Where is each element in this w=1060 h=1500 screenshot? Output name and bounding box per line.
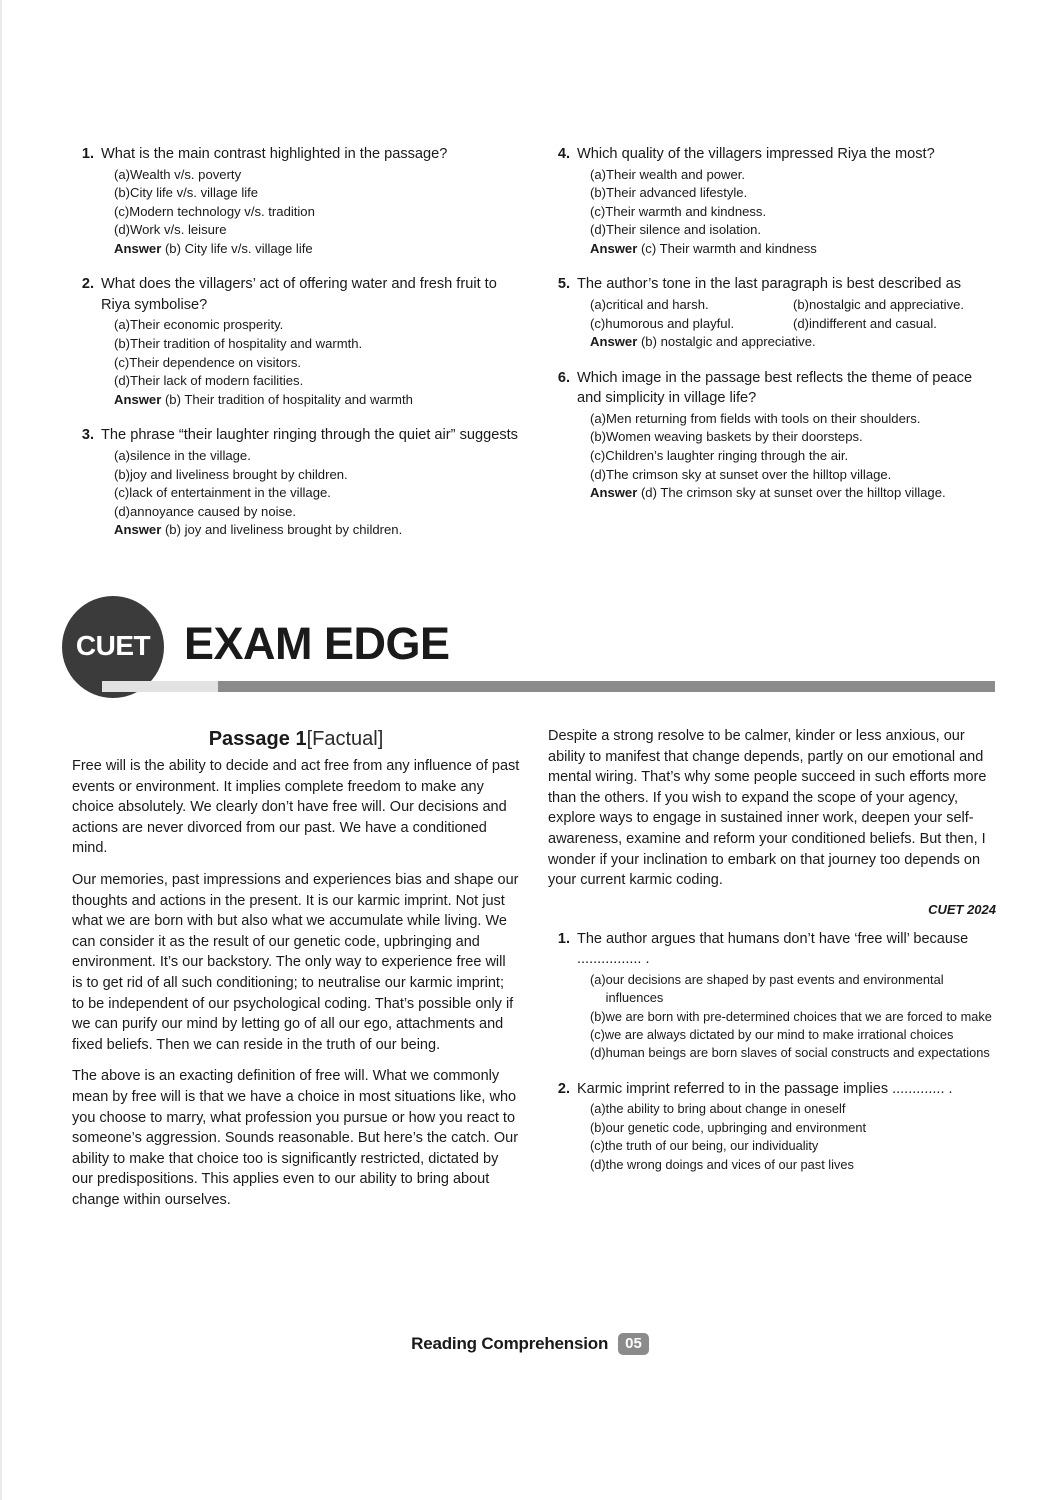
option-item[interactable]: [590, 1100, 996, 1118]
option-label: (a): [590, 1101, 606, 1117]
option-text: Their tradition of hospitality and warmth.: [130, 336, 363, 352]
question-text: What does the villagers’ act of offering water and fresh fruit to Riya symbolise?: [101, 276, 497, 313]
question-body: [577, 144, 996, 258]
question-text: The phrase “their laughter ringing through the quiet air” suggests: [101, 427, 518, 444]
answer-line: [101, 240, 520, 259]
question-text: What is the main contrast highlighted in the passage?: [101, 146, 448, 162]
answer-line: [577, 333, 996, 352]
option-label: (a): [114, 317, 131, 333]
banner-title: EXAM EDGE: [184, 618, 450, 669]
option-list: [577, 971, 996, 1063]
option-item[interactable]: [590, 428, 996, 447]
option-label: (a): [114, 166, 131, 182]
option-text: the truth of our being, our individuality: [604, 1138, 819, 1154]
option-text: silence in the village.: [130, 447, 251, 463]
option-text: the wrong doings and vices of our past lives: [605, 1156, 854, 1172]
option-text: Wealth v/s. poverty: [130, 166, 242, 182]
question-number: 1.: [557, 930, 570, 947]
footer-page-number-badge: 05: [618, 1333, 649, 1355]
cuet-logo-text: CUET: [75, 630, 151, 661]
option-item[interactable]: [590, 184, 996, 203]
question-number: 3.: [81, 427, 94, 444]
passage-heading-title: Passage 1: [208, 728, 307, 750]
passage-right-body: [548, 726, 996, 891]
option-item[interactable]: [590, 1026, 996, 1044]
option-list: [577, 410, 996, 484]
exam-edge-banner: [0, 596, 1060, 706]
option-item[interactable]: [114, 372, 520, 391]
option-item[interactable]: [793, 296, 996, 315]
answer-line: [577, 240, 996, 259]
option-item[interactable]: [590, 410, 996, 429]
option-item[interactable]: [114, 466, 520, 485]
option-text: our decisions are shaped by past events and environmental influences: [605, 971, 944, 1006]
top-questions-left-column: [72, 144, 520, 556]
option-label: (a): [590, 971, 606, 987]
option-text: City life v/s. village life: [130, 185, 259, 201]
option-label: (b): [114, 336, 131, 352]
option-item[interactable]: [590, 1044, 996, 1062]
option-label: (b): [590, 185, 607, 201]
passage-left-column: [72, 726, 520, 1221]
option-label: (d): [114, 222, 131, 238]
option-item[interactable]: [590, 1008, 996, 1026]
option-text: Modern technology v/s. tradition: [129, 203, 315, 219]
question-number: 5.: [557, 276, 570, 293]
option-item[interactable]: [590, 221, 996, 240]
passage-heading: [72, 726, 520, 752]
question-block: [72, 274, 520, 409]
option-text: Their dependence on visitors.: [129, 354, 302, 370]
question-text: Karmic imprint referred to in the passage implies ............. .: [577, 1080, 953, 1097]
option-item[interactable]: [590, 466, 996, 485]
option-label: (b): [114, 185, 131, 201]
question-body: [101, 425, 520, 539]
answer-text: (b) Their tradition of hospitality and warmth: [161, 391, 413, 407]
option-label: (a): [590, 296, 607, 312]
option-label: (a): [114, 447, 131, 463]
answer-line: [101, 521, 520, 540]
option-text: the ability to bring about change in oneself: [605, 1101, 846, 1117]
option-label: (c): [590, 315, 606, 331]
option-item[interactable]: [590, 971, 996, 1008]
option-item[interactable]: [590, 315, 793, 334]
question-text: The author’s tone in the last paragraph is best described as: [577, 276, 961, 293]
option-label: (b): [590, 1008, 606, 1024]
option-item[interactable]: [114, 184, 520, 203]
question-number: 6.: [557, 369, 570, 386]
option-item[interactable]: [114, 316, 520, 335]
option-item[interactable]: [114, 484, 520, 503]
option-label: (c): [114, 203, 130, 219]
option-item[interactable]: [114, 447, 520, 466]
passage-questions-list: [548, 929, 996, 1174]
question-body: [577, 368, 996, 503]
page-left-edge: [0, 0, 2, 1500]
option-text: lack of entertainment in the village.: [129, 485, 331, 501]
question-number: 4.: [557, 146, 570, 162]
option-item[interactable]: [114, 221, 520, 240]
option-text: Work v/s. leisure: [130, 222, 227, 238]
option-text: humorous and playful.: [605, 315, 735, 331]
question-text: Which quality of the villagers impressed Riya the most?: [577, 146, 935, 162]
question-number: 2.: [557, 1080, 570, 1097]
option-text: Their wealth and power.: [606, 166, 746, 182]
option-text: our genetic code, upbringing and environment: [605, 1119, 867, 1135]
option-item[interactable]: [114, 166, 520, 185]
answer-label: Answer: [114, 391, 162, 407]
question-body: [577, 274, 996, 351]
question-block: [72, 425, 520, 539]
option-text: The crimson sky at sunset over the hilltop village.: [606, 466, 892, 482]
answer-text: (b) joy and liveliness brought by children.: [161, 522, 403, 538]
answer-text: (c) Their warmth and kindness: [637, 240, 817, 256]
option-label: (d): [590, 222, 607, 238]
question-text: Which image in the passage best reflects the theme of peace and simplicity in village life?: [577, 369, 973, 407]
question-text: The author argues that humans don’t have ‘free will’ because ................ .: [577, 930, 969, 968]
option-label: (b): [590, 429, 607, 445]
option-item[interactable]: [590, 1119, 996, 1137]
option-label: (d): [114, 373, 131, 389]
option-text: Women weaving baskets by their doorsteps.: [606, 429, 863, 445]
option-label: (d): [590, 1156, 606, 1172]
option-list: [101, 316, 520, 390]
passage-paragraph: Our memories, past impressions and experiences bias and shape our thoughts and actions in the present. It is our karmic imprint. Not just what we are born with but also what we accumulate while living. We can consider it as the result of our genetic code, upbringing and environment. It’s our backstory. The only way to experience free will is to get rid of all such conditioning; to neutralise our karmic imprint; to be independent of our psychological coding. That’s possible only if we can purify our mind by letting go of all our ego, attachments and fixed beliefs. Then we can reside in the truth of our being.: [72, 871, 519, 1053]
option-label: (d): [114, 503, 131, 519]
question-body: [101, 144, 520, 258]
option-text: Their lack of modern facilities.: [130, 373, 304, 389]
option-text: Children’s laughter ringing through the air.: [605, 447, 849, 463]
passage-paragraph: Free will is the ability to decide and act free from any influence of past events or environment. It implies complete freedom to make any choice absolutely. We clearly don’t have free will. Our decisions and actions are never divorced from our past. We have a conditioned mind.: [72, 758, 520, 857]
option-item[interactable]: [114, 503, 520, 522]
option-text: Their economic prosperity.: [130, 317, 284, 333]
option-label: (b): [793, 296, 810, 312]
option-text: annoyance caused by noise.: [130, 503, 296, 519]
option-list: [101, 166, 520, 240]
option-item[interactable]: [590, 1156, 996, 1174]
top-questions-section: [72, 144, 996, 556]
option-label: (c): [590, 1138, 605, 1154]
option-label: (b): [590, 1119, 606, 1135]
option-text: we are always dictated by our mind to make irrational choices: [604, 1026, 954, 1042]
option-item[interactable]: [590, 296, 793, 315]
option-item[interactable]: [590, 1137, 996, 1155]
passage-paragraph: The above is an exacting definition of free will. What we commonly mean by free will is that we have a choice in most situations like, who you choose to marry, what profession you pursue or how you react to someone’s aggression. Sounds reasonable. But here’s the catch. Our ability to make that choice too is significantly restricted, dictated by our predispositions. This applies even to our ability to bring about change within ourselves.: [72, 1068, 519, 1208]
question-block: [548, 368, 996, 503]
answer-text: (b) nostalgic and appreciative.: [637, 334, 816, 350]
option-item[interactable]: [114, 354, 520, 373]
question-block: [72, 144, 520, 258]
option-list: [577, 166, 996, 240]
answer-label: Answer: [590, 334, 638, 350]
option-text: joy and liveliness brought by children.: [130, 466, 348, 482]
answer-line: [101, 391, 520, 410]
question-number: 1.: [81, 146, 94, 162]
answer-label: Answer: [590, 485, 638, 501]
option-list: [101, 447, 520, 521]
option-label: (d): [793, 315, 810, 331]
question-block: [548, 1079, 996, 1174]
option-label: (c): [114, 354, 130, 370]
answer-label: Answer: [114, 522, 162, 538]
option-text: Their advanced lifestyle.: [606, 185, 748, 201]
option-text: we are born with pre-determined choices that we are forced to make: [605, 1008, 992, 1024]
option-text: indifferent and casual.: [809, 315, 937, 331]
option-item[interactable]: [793, 315, 996, 334]
option-label: (a): [590, 166, 607, 182]
option-label: (d): [590, 1045, 606, 1061]
option-label: (c): [590, 1026, 605, 1042]
question-body: [577, 929, 996, 1063]
answer-text: (b) City life v/s. village life: [161, 240, 313, 256]
option-text: Men returning from fields with tools on their shoulders.: [606, 410, 921, 426]
option-list: [577, 296, 996, 333]
passage-left-body: [72, 756, 520, 1210]
option-item[interactable]: [114, 335, 520, 354]
option-label: (d): [590, 466, 607, 482]
option-text: nostalgic and appreciative.: [809, 296, 965, 312]
option-item[interactable]: [590, 203, 996, 222]
option-text: critical and harsh.: [606, 296, 709, 312]
passage-right-column: [548, 726, 996, 1221]
top-questions-right-column: [548, 144, 996, 556]
option-text: human beings are born slaves of social constructs and expectations: [605, 1045, 990, 1061]
footer-chapter-label: Reading Comprehension: [411, 1334, 609, 1353]
question-block: [548, 274, 996, 351]
option-label: (c): [590, 203, 606, 219]
question-body: [577, 1079, 996, 1174]
option-list: [577, 1100, 996, 1174]
question-block: [548, 929, 996, 1063]
option-label: (b): [114, 466, 131, 482]
option-item[interactable]: [114, 203, 520, 222]
question-body: [101, 274, 520, 409]
passage-section: [72, 726, 996, 1221]
option-label: (a): [590, 410, 607, 426]
passage-heading-tag: [Factual]: [306, 728, 384, 750]
option-item[interactable]: [590, 166, 996, 185]
option-label: (c): [590, 447, 606, 463]
banner-bar-light-segment: [102, 681, 218, 692]
answer-line: [577, 484, 996, 503]
option-text: Their silence and isolation.: [606, 222, 762, 238]
option-item[interactable]: [590, 447, 996, 466]
banner-bar-dark-segment: [218, 681, 995, 692]
answer-label: Answer: [590, 240, 638, 256]
passage-credit: CUET 2024: [928, 901, 996, 917]
option-text: Their warmth and kindness.: [605, 203, 767, 219]
question-number: 2.: [81, 276, 94, 293]
question-block: [548, 144, 996, 258]
page-footer: [0, 1333, 1060, 1355]
passage-paragraph: Despite a strong resolve to be calmer, kinder or less anxious, our ability to manifest that change depends, partly on our emotional and mental wiring. That’s why some people succeed in such efforts more than the others. If you wish to expand the scope of your agency, explore ways to engage in sustained inner work, deepen your self-awareness, examine and reform your conditioned beliefs. But then, I wonder if your inclination to embark on that journey too depends on your current karmic coding.: [548, 728, 987, 889]
option-label: (c): [114, 485, 130, 501]
answer-text: (d) The crimson sky at sunset over the hilltop village.: [637, 485, 946, 501]
answer-label: Answer: [114, 240, 162, 256]
